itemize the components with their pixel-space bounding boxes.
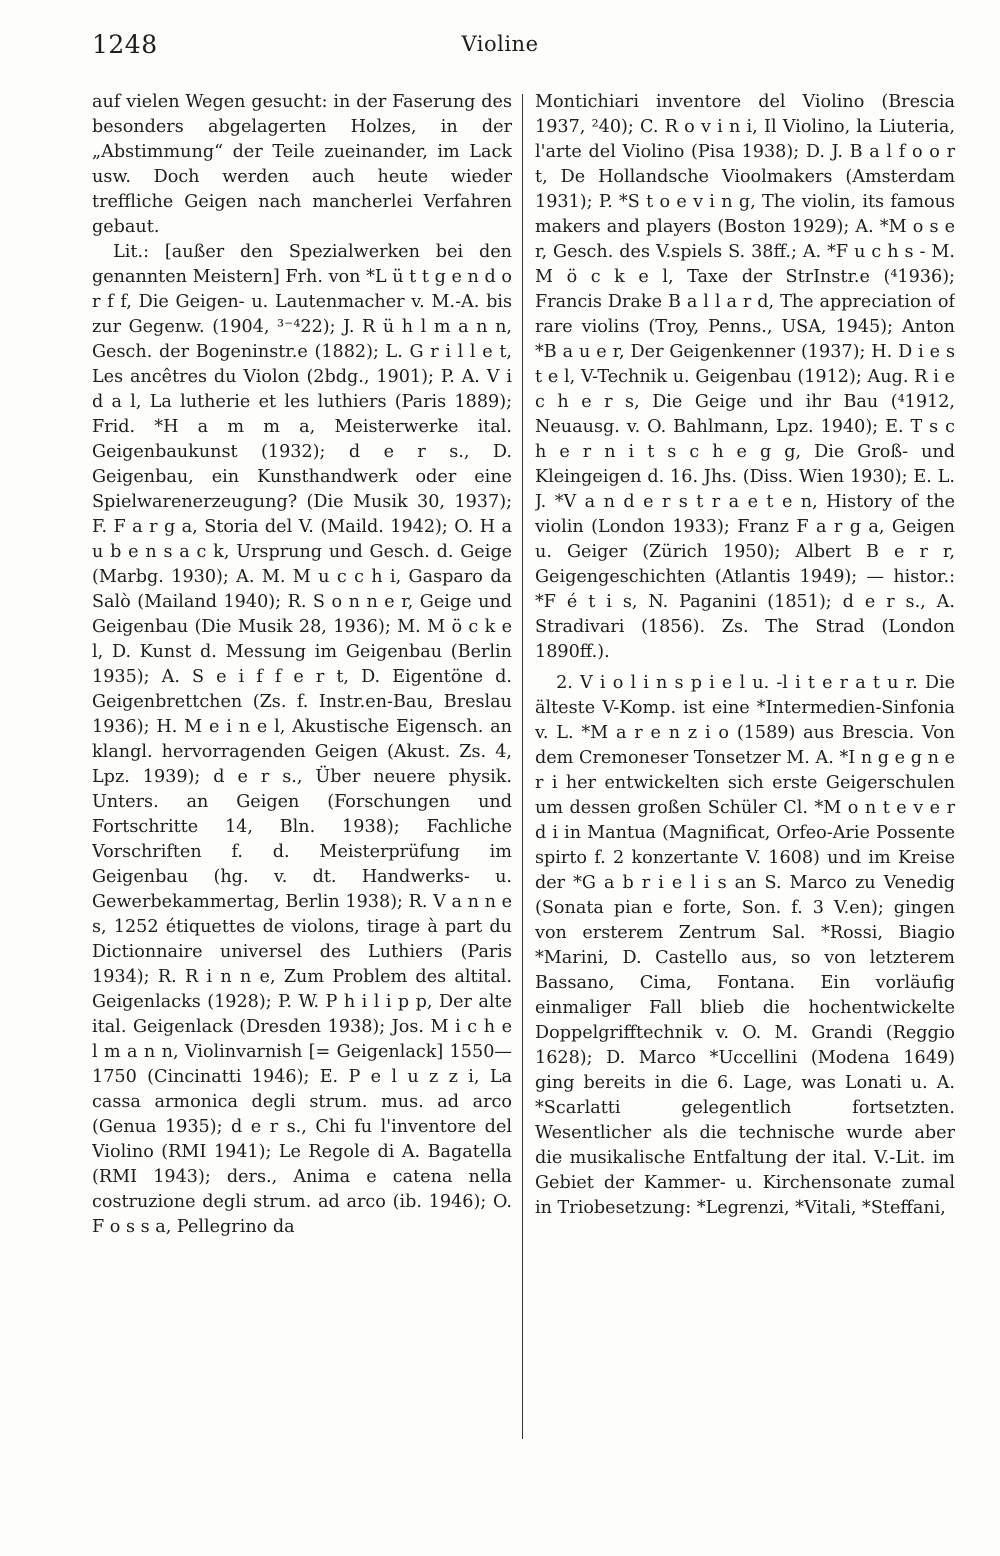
paragraph-literature-continued: Montichiari inventore del Violino (Brescia 1937, ²40); C. R o v i n i, Il Violino, la Liuteria, l'arte del Violino (Pisa 1938); D. J. B a l f o o r t, De Hollandsche Vioolmakers (Amsterdam 1931); P. *S t o e v i n g, The violin, its famous makers and players (Boston 1929); A. *M o s e r, Gesch. des V.spiels S. 38ff.; A. *F u c h s - M. M ö c k e l, Taxe der StrInstr.e (⁴1936); Francis Drake B a l l a r d, The appreciation of rare violins (Troy, Penns., USA, 1945); Anton *B a u e r, Der Geigenkenner (1937); H. D i e s t e l, V-Technik u. Geigenbau (1912); Aug. R i e c h e r s, Die Geige und ihr Bau (⁴1912, Neuausg. v. O. Bahlmann, Lpz. 1940); E. T s c h e r n i t s c h e g g, Die Groß- und Kleingeigen d. 16. Jhs. (Diss. Wien 1930); E. L. J. *V a n d e r s t r a e t e n, History of the violin (London 1933); Franz F a r g a, Geigen u. Geiger (Zürich 1950); Albert B e r r, Geigengeschichten (Atlantis 1949); — histor.: *F é t i s, N. Paganini (1851); d e r s., A. Stradivari (1856). Zs. The Strad (London 1890ff.).	[535, 92, 955, 662]
right-column	[535, 90, 955, 1470]
paragraph-violinspiel: 2. V i o l i n s p i e l u. -l i t e r a t u r. Die älteste V-Komp. ist eine *Intermedien-Sinfonia v. L. *M a r e n z i o (1589) aus Brescia. Von dem Cremoneser Tonsetzer M. A. *I n g e g n e r i her entwickelten sich erste Geigerschulen um dessen großen Schüler Cl. *M o n t e v e r d i in Mantua (Magnificat, Orfeo-Arie Possente spirto f. 2 konzertante V. 1608) und im Kreise der *G a b r i e l i s an S. Marco zu Venedig (Sonata pian e forte, Son. f. 3 V.en); gingen von ersterem Zentrum Sal. *Rossi, Biagio *Marini, D. Castello aus, so von letzterem Bassano, Cima, Fontana. Ein vorläufig einmaliger Fall blieb die hochentwickelte Doppelgrifftechnik v. O. M. Grandi (Reggio 1628); D. Marco *Uccellini (Modena 1649) ging bereits in die 6. Lage, was Lonati u. A. *Scarlatti gelegentlich fortsetzten. Wesentlicher als die technische wurde aber die musikalische Entfaltung der ital. V.-Lit. im Gebiet der Kammer- u. Kirchensonate zumal in Triobesetzung: *Legrenzi, *Vitali, *Steffani,	[535, 673, 955, 1218]
left-column	[92, 90, 512, 1470]
paragraph-literature: Lit.: [außer den Spezialwerken bei den genannten Meistern] Frh. von *L ü t t g e n d o r f f, Die Geigen- u. Lautenmacher v. M.-A. bis zur Gegenw. (1904, ³⁻⁴22); J. R ü h l m a n n, Gesch. der Bogeninstr.e (1882); L. G r i l l e t, Les ancêtres du Violon (2bdg., 1901); P. A. V i d a l, La lutherie et les luthiers (Paris 1889); Frid. *H a m m a, Meisterwerke ital. Geigenbaukunst (1932); d e r s., D. Geigenbau, ein Kunsthandwerk oder eine Spielwarenerzeugung? (Die Musik 30, 1937); F. F a r g a, Storia del V. (Maild. 1942); O. H a u b e n s a c k, Ursprung und Gesch. d. Geige (Marbg. 1930); A. M. M u c c h i, Gasparo da Salò (Mailand 1940); R. S o n n e r, Geige und Geigenbau (Die Musik 28, 1936); M. M ö c k e l, D. Kunst d. Messung im Geigenbau (Berlin 1935); A. S e i f f e r t, D. Eigentöne d. Geigenbrettchen (Zs. f. Instr.en-Bau, Breslau 1936); H. M e i n e l, Akustische Eigensch. an klangl. hervorragenden Geigen (Akust. Zs. 4, Lpz. 1939); d e r s., Über neuere physik. Unters. an Geigen (Forschungen und Fortschritte 14, Bln. 1938); Fachliche Vorschriften f. d. Meisterprüfung im Geigenbau (hg. v. dt. Handwerks- u. Gewerbekammertag, Berlin 1938); R. V a n n e s, 1252 étiquettes de violons, tirage à part du Dictionnaire universel des Luthiers (Paris 1934); R. R i n n e, Zum Problem des altital. Geigenlacks (1928); P. W. P h i l i p p, Der alte ital. Geigenlack (Dresden 1938); Jos. M i c h e l m a n n, Violinvarnish [= Geigenlack] 1550—1750 (Cincinatti 1946); E. P e l u z z i, La cassa armonica degli strum. mus. ad arco (Genua 1935); d e r s., Chi fu l'inventore del Violino (RMI 1941); Le Regole di A. Bagatella (RMI 1943); ders., Anima e catena nella costruzione degli strum. ad arco (ib. 1946); O. F o s s a, Pellegrino da	[92, 242, 512, 1237]
column-divider	[522, 94, 523, 1439]
page-number: 1248	[92, 30, 158, 59]
running-head: Violine	[461, 32, 539, 56]
paragraph: auf vielen Wegen gesucht: in der Faserung des besonders abgelagerten Holzes, in der „Abstimmung“ der Teile zueinander, im Lack usw. Doch werden auch heute wieder treffliche Geigen nach mancherlei Verfahren gebaut.	[92, 92, 512, 237]
